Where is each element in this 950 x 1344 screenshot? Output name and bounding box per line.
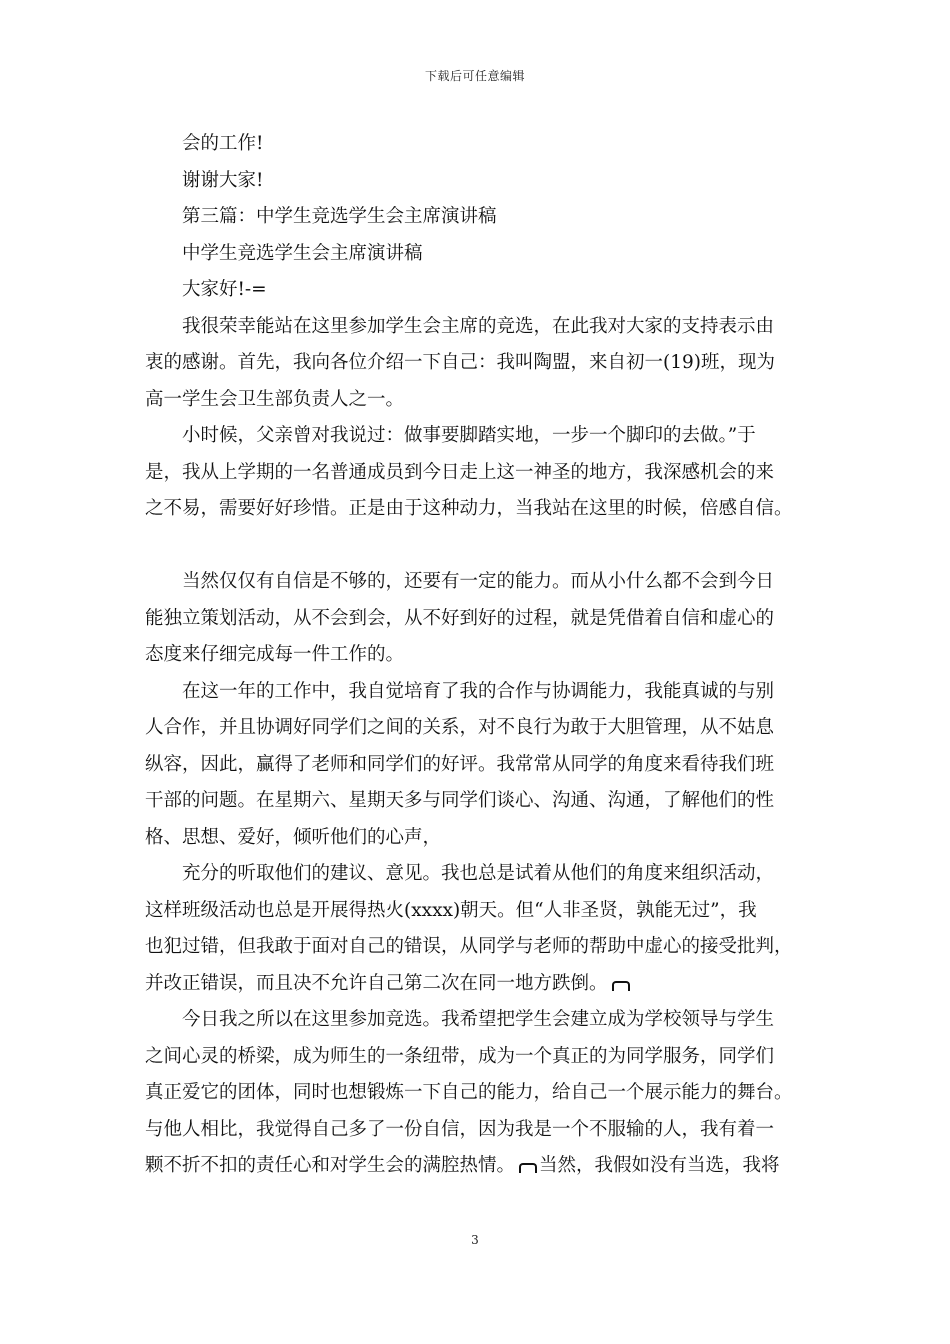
paragraph-line: 今日我之所以在这里参加竞选。我希望把学生会建立成为学校领导与学生: [182, 1009, 775, 1030]
paragraph-line: 充分的听取他们的建议、意见。我也总是试着从他们的角度来组织活动，: [182, 863, 775, 884]
paragraph-text: 颗不折不扣的责任心和对学生会的满腔热情。: [145, 1155, 516, 1176]
mark-glyph-icon: [519, 1163, 537, 1173]
paragraph-line: 也犯过错，但我敢于面对自己的错误，从同学与老师的帮助中虚心的接受批判，: [145, 936, 793, 957]
paragraph-line: 干部的问题。在星期六、星期天多与同学们谈心、沟通、沟通，了解他们的性: [145, 790, 775, 811]
paragraph-line: 能独立策划活动，从不会到会，从不好到好的过程，就是凭借着自信和虚心的: [145, 607, 775, 629]
mark-glyph-icon: [612, 981, 630, 991]
paragraph-line: 小时候，父亲曾对我说过：做事要脚踏实地，一步一个脚印的去做。”于: [182, 425, 756, 446]
speech-title: 中学生竞选学生会主席演讲稿: [182, 242, 423, 264]
paragraph-line: [145, 1148, 815, 1185]
paragraph-line: 真正爱它的团体，同时也想锻炼一下自己的能力，给自己一个展示能力的舞台。: [145, 1082, 793, 1103]
text-line: 会的工作!: [182, 133, 264, 154]
paragraph-line: [145, 966, 815, 1003]
paragraph-line: 纵容，因此，赢得了老师和同学们的好评。我常常从同学的角度来看待我们班: [145, 753, 775, 775]
paragraph-line: 之不易，需要好好珍惜。正是由于这种动力，当我站在这里的时候，倍感自信。: [145, 498, 793, 519]
paragraph-line: 在这一年的工作中，我自觉培育了我的合作与协调能力，我能真诚的与别: [182, 680, 775, 702]
text-line: 谢谢大家!: [182, 169, 264, 191]
paragraph-line: 格、思想、爱好，倾听他们的心声，: [145, 826, 442, 848]
paragraph-line: 我很荣幸能站在这里参加学生会主席的竞选，在此我对大家的支持表示由: [182, 315, 775, 337]
section-title: 第三篇：中学生竞选学生会主席演讲稿: [182, 206, 497, 227]
paragraph-line: 当然仅仅有自信是不够的，还要有一定的能力。而从小什么都不会到今日: [182, 571, 775, 592]
paragraph-line: 与他人相比，我觉得自己多了一份自信，因为我是一个不服输的人，我有着一: [145, 1118, 775, 1140]
paragraph-line: 是，我从上学期的一名普通成员到今日走上这一神圣的地方，我深感机会的来: [145, 461, 775, 483]
paragraph-line: 人合作，并且协调好同学们之间的关系，对不良行为敢于大胆管理，从不姑息: [145, 717, 775, 738]
greeting: 大家好!-=: [182, 279, 267, 300]
paragraph-text: 并改正错误，而且决不允许自己第二次在同一地方跌倒。: [145, 972, 608, 994]
blank-line: [145, 528, 815, 565]
paragraph-line: 衷的感谢。首先，我向各位介绍一下自己：我叫陶盟，来自初一(19)班，现为: [145, 352, 775, 373]
paragraph-text: 当然，我假如没有当选，我将: [539, 1155, 780, 1176]
page-header: 下载后可任意编辑: [424, 69, 525, 83]
paragraph-line: 高一学生会卫生部负责人之一。: [145, 388, 405, 410]
page-number: 3: [471, 1233, 479, 1247]
paragraph-line: 态度来仔细完成每一件工作的。: [145, 644, 405, 665]
paragraph-line: 之间心灵的桥梁，成为师生的一条纽带，成为一个真正的为同学服务，同学们: [145, 1045, 775, 1067]
paragraph-line: 这样班级活动也总是开展得热火(xxxx)朝天。但“人非圣贤，孰能无过”，我: [145, 899, 757, 921]
document-body: [145, 126, 815, 1185]
